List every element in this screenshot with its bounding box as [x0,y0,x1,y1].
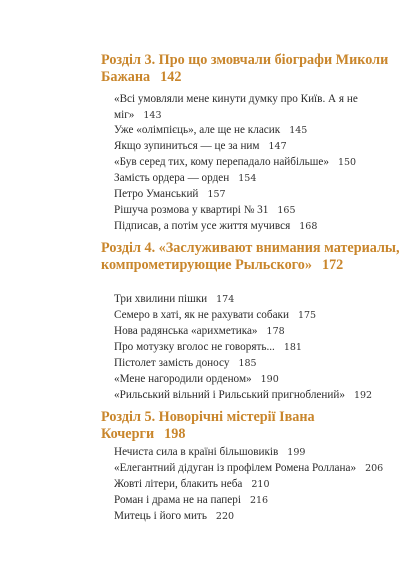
toc-entry-text: Митець і його мить [114,510,207,522]
toc-entry-text: «Мене нагородили орденом» [114,373,252,385]
chapter-3-page-number: 142 [160,69,182,85]
chapter-5-page-number: 198 [164,426,186,442]
toc-entry-text: Рішуча розмова у квартирі № 31 [114,204,269,216]
toc-entry-text: Нова радянська «арихметика» [114,325,258,337]
toc-entry-text: Про мотузку вголос не говорять... [114,341,275,353]
toc-entry [114,291,406,308]
toc-entry [114,323,406,340]
toc-entry-page: 175 [297,310,317,321]
chapter-4-title-text: Розділ 4. «Заслуживают внимания материалы, компрометирующие Рыльского» [101,240,400,273]
chapter-5-title-text: Розділ 5. Новорічні містерії Івана Кочерги [101,409,315,442]
toc-entry-page: 168 [299,221,318,232]
toc-entry [114,508,406,525]
toc-entry [114,339,406,356]
toc-entry-text: Семеро в хаті, як не рахувати собаки [114,309,289,321]
toc-entry-text: Уже «олімпієць», але ще не класик [114,124,281,136]
toc-entry [114,444,406,461]
toc-entry [114,307,406,324]
toc-entry-page: 174 [216,294,235,305]
toc-entry-page: 150 [337,157,357,168]
toc-entry [114,186,406,203]
toc-entry-page: 199 [287,447,306,458]
toc-entry [114,492,406,509]
toc-entry-text: Нечиста сила в країні більшовиків [114,446,279,458]
toc-entry-text: Підписав, а потім усе життя мучився [114,220,291,232]
toc-entry-text: «Елегантний дідуган із профілем Ромена Роллана» [114,462,357,474]
toc-entry-page: 206 [365,463,384,474]
toc-entry-page: 185 [238,358,257,369]
toc-entry-text: Роман і драма не на папері [114,494,241,506]
toc-entry-text: Петро Уманський [114,188,199,200]
toc-entry [114,122,406,139]
toc-entry-page: 216 [249,495,269,506]
toc-entry [114,371,406,388]
toc-entry [114,154,406,171]
toc-entry-page: 145 [289,125,308,136]
toc-entry-page: 165 [277,205,296,216]
toc-entry-page: 210 [251,479,270,490]
toc-entry-page: 147 [268,141,287,152]
toc-entry-page: 178 [266,326,285,337]
toc-entry [114,138,406,155]
toc-entry [114,202,406,219]
chapter-5-title [101,409,401,443]
toc-entry-page: 157 [207,189,226,200]
toc-entry [114,91,364,124]
toc-entry [114,170,406,187]
toc-entry-page: 192 [353,390,373,401]
chapter-4-title [101,240,401,274]
chapter-4-page-number: 172 [321,257,344,273]
chapter-3-title [101,52,401,86]
toc-entry-text: Якщо зупиниться — це за ним [114,140,260,152]
toc-entry-page: 220 [215,511,235,522]
toc-entry [114,387,406,404]
toc-entry-text: Три хвилини пішки [114,293,208,305]
toc-entry-text: Замість ордера — орден [114,172,230,184]
toc-entry [114,460,406,477]
toc-entry-text: «Рильський вільний і Рильський пригноблений» [114,389,345,401]
toc-entry-page: 181 [283,342,302,353]
toc-entry-page: 154 [238,173,257,184]
toc-entry [114,476,406,493]
toc-entry-text: «Був серед тих, кому перепадало найбільше» [114,156,329,168]
toc-entry [114,355,406,372]
toc-entry-page: 143 [143,110,162,121]
toc-entry-text: Пістолет замість доносу [114,357,230,369]
toc-entry-text: Жовті літери, блакить неба [114,478,243,490]
chapter-3-title-text: Розділ 3. Про що змовчали біографи Миколи Бажана [101,52,389,85]
toc-entry-text: «Всі умовляли мене кинути думку про Київ. А я не міг» [114,93,358,121]
toc-entry [114,218,406,235]
toc-entry-page: 190 [260,374,279,385]
